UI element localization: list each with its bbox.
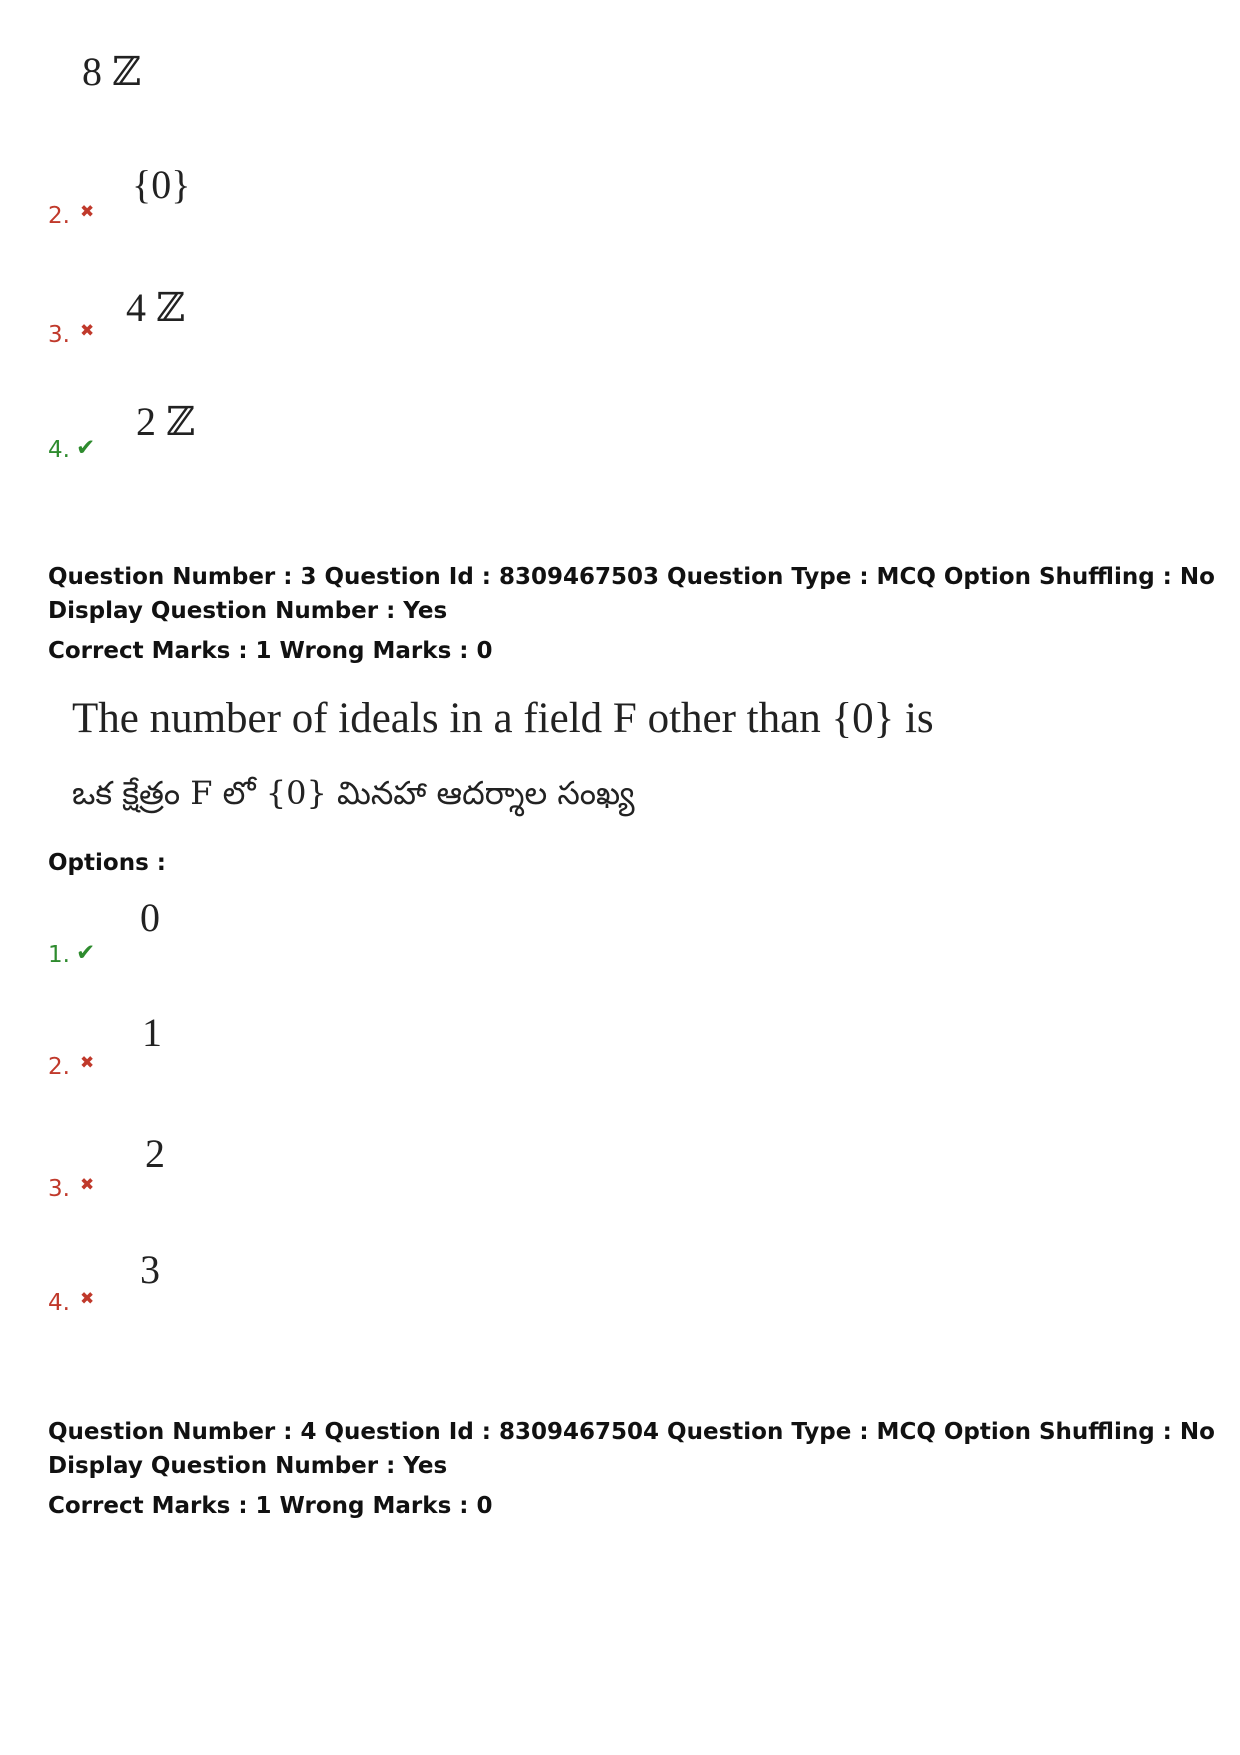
wrong-mark-icon: ✖: [79, 202, 95, 222]
q3-option-4-marker: [48, 1291, 94, 1315]
wrong-mark-icon: ✖: [79, 1053, 95, 1073]
option-number: 3.: [48, 1176, 70, 1202]
q3-option-1-math: 0: [140, 895, 160, 940]
marks-line: Correct Marks : 1 Wrong Marks : 0: [48, 1493, 493, 1519]
q3-option-1-marker: [48, 942, 95, 967]
option-number: 2.: [48, 1054, 70, 1080]
q3-option-4-math: 3: [140, 1247, 160, 1292]
question-3-meta: [48, 560, 1215, 668]
option-number: 1.: [48, 942, 70, 968]
q3-option-2-marker: [48, 1055, 94, 1079]
option-number: 4.: [48, 437, 70, 463]
wrong-mark-icon: ✖: [79, 321, 95, 341]
check-mark-icon: ✔: [75, 435, 96, 461]
q3-option-3-math: 2: [145, 1131, 165, 1176]
prev-option-4-math: 2 ℤ: [136, 399, 196, 444]
question-meta-line: Question Number : 3 Question Id : 8309467503 Question Type : MCQ Option Shuffling : No: [48, 564, 1215, 590]
display-question-number: Display Question Number : Yes: [48, 1453, 448, 1479]
prev-option-4-marker: [48, 437, 95, 462]
question-4-meta: [48, 1415, 1215, 1523]
q3-option-2-math: 1: [142, 1010, 162, 1055]
marks-line: Correct Marks : 1 Wrong Marks : 0: [48, 638, 493, 664]
question-meta-line: Question Number : 4 Question Id : 8309467504 Question Type : MCQ Option Shuffling : No: [48, 1419, 1215, 1445]
question-3-text-english: The number of ideals in a field F other than {0} is: [72, 695, 934, 742]
prev-option-2-marker: [48, 204, 94, 228]
check-mark-icon: ✔: [75, 940, 96, 966]
question-3-text-telugu: ఒక క్షేత్రం F లో {0} మినహా ఆదర్శాల సంఖ్య: [72, 774, 635, 812]
prev-option-1-math: 8 ℤ: [82, 49, 142, 94]
option-number: 2.: [48, 203, 70, 229]
prev-option-2-math: {0}: [132, 162, 191, 207]
options-label: Options :: [48, 850, 166, 876]
prev-option-3-marker: [48, 323, 94, 347]
display-question-number: Display Question Number : Yes: [48, 598, 448, 624]
prev-option-3-math: 4 ℤ: [126, 285, 186, 330]
q3-option-3-marker: [48, 1177, 94, 1201]
option-number: 4.: [48, 1290, 70, 1316]
wrong-mark-icon: ✖: [79, 1289, 95, 1309]
wrong-mark-icon: ✖: [79, 1175, 95, 1195]
option-number: 3.: [48, 322, 70, 348]
